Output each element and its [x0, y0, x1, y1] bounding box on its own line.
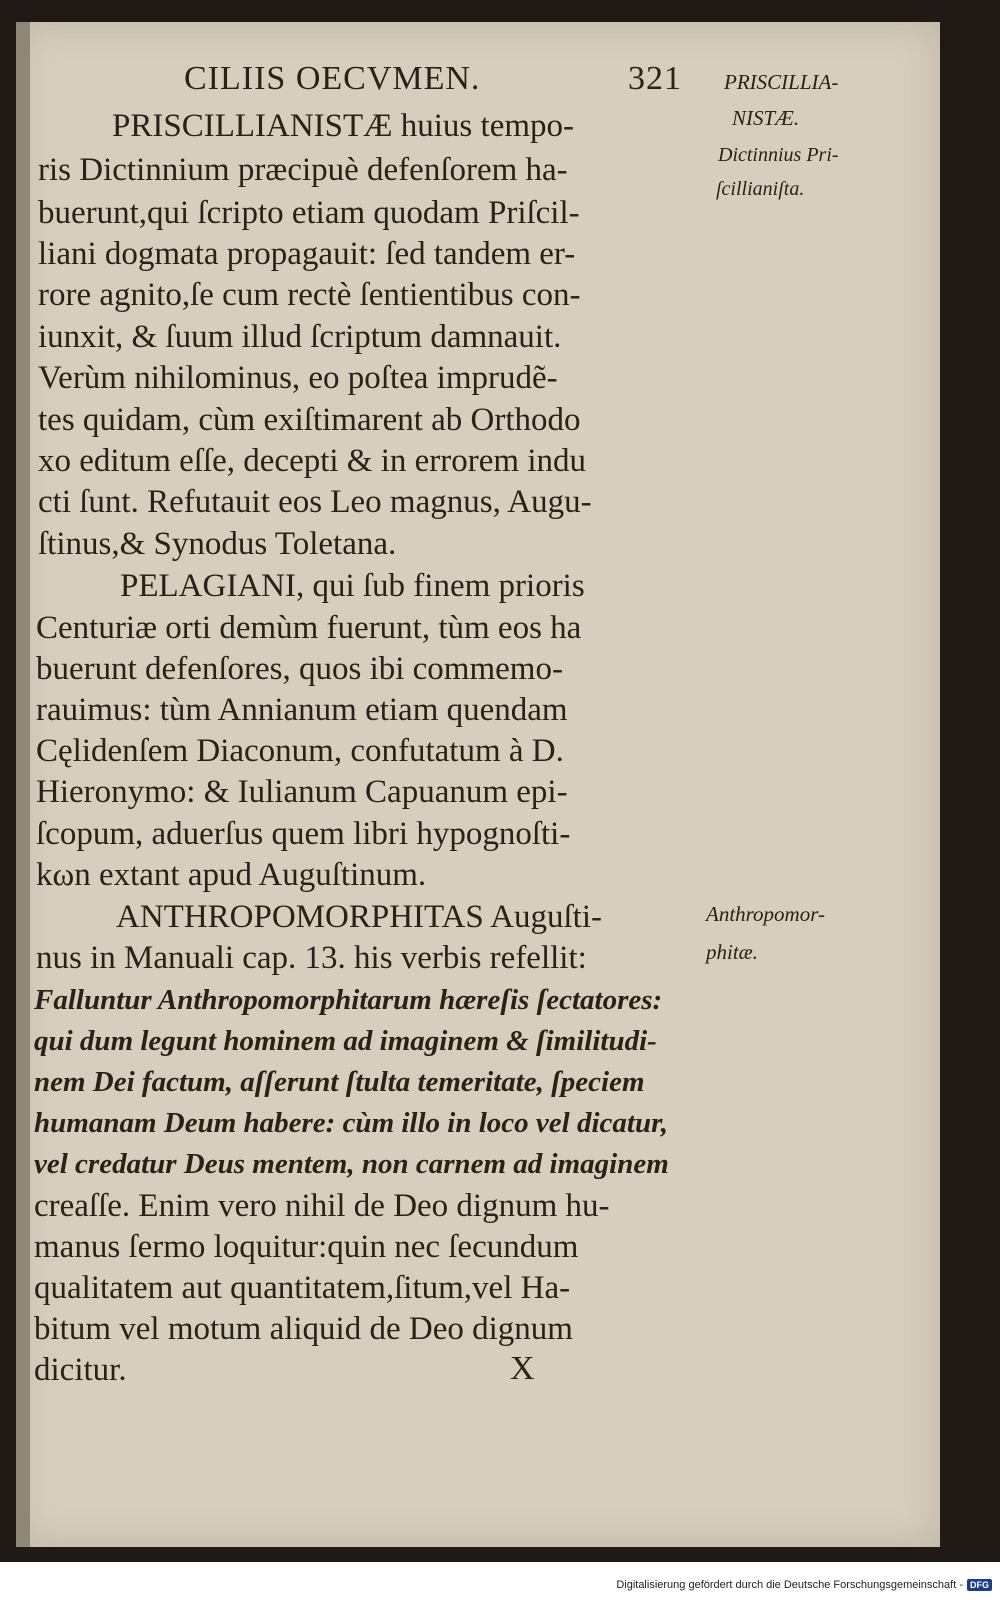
marginal-note: NISTÆ.	[732, 106, 800, 130]
body-line: buerunt defenſores, quos ibi commemo-	[36, 651, 563, 687]
body-line: liani dogmata propagauit: ſed tandem er-	[38, 236, 576, 272]
marginal-note: PRISCILLIA-	[724, 70, 839, 94]
digitization-credit	[616, 1579, 992, 1591]
body-line: manus ſermo loquitur:quin nec ſecundum	[34, 1229, 579, 1265]
marginal-note: Anthropomor-	[706, 902, 825, 926]
body-line: rauimus: tùm Annianum etiam quendam	[36, 692, 568, 728]
italic-quote-line: vel credatur Deus mentem, non carnem ad imaginem	[34, 1148, 669, 1180]
body-line: ris Dictinnium præcipuè defenſorem ha-	[38, 152, 568, 188]
body-line: kωn extant apud Auguſtinum.	[36, 857, 427, 893]
marginal-note: phitæ.	[706, 940, 758, 964]
body-line: Verùm nihilominus, eo poſtea imprudẽ-	[38, 360, 558, 396]
body-line: PELAGIANI, qui ſub finem prioris	[120, 568, 585, 604]
body-line: iunxit, & ſuum illud ſcriptum damnauit.	[38, 319, 562, 355]
italic-quote-line: nem Dei factum, aſſerunt ſtulta temeritate, ſpeciem	[34, 1066, 645, 1098]
body-line: bitum vel motum aliquid de Deo dignum	[34, 1311, 573, 1347]
body-line: Centuriæ orti demùm fuerunt, tùm eos ha	[36, 610, 582, 646]
credit-text: Digitalisierung gefördert durch die Deutsche Forschungsgemeinschaft -	[616, 1579, 963, 1591]
marginal-note: Dictinnius Pri-	[718, 144, 839, 166]
body-line: Cęlidenſem Diaconum, confutatum à D.	[36, 733, 564, 769]
italic-quote-line: Falluntur Anthropomorphitarum hæreſis ſectatores:	[34, 984, 663, 1016]
body-line: qualitatem aut quantitatem,ſitum,vel Ha-	[34, 1270, 571, 1306]
body-line: tes quidam, cùm exiſtimarent ab Orthodo	[38, 402, 581, 438]
signature-mark: X	[510, 1350, 535, 1387]
body-line: ſtinus,& Synodus Toletana.	[38, 526, 397, 562]
italic-quote-line: humanam Deum habere: cùm illo in loco vel dicatur,	[34, 1107, 669, 1139]
running-title: CILIIS OECVMEN.	[184, 60, 481, 97]
italic-quote-line: qui dum legunt hominem ad imaginem & ſimilitudi-	[34, 1025, 657, 1057]
page-number: 321	[628, 60, 682, 97]
body-line: dicitur.	[34, 1352, 127, 1388]
page-gutter	[16, 22, 30, 1547]
body-line: nus in Manuali cap. 13. his verbis refellit:	[36, 940, 587, 976]
body-line: cti ſunt. Refutauit eos Leo magnus, Augu-	[38, 484, 592, 520]
marginal-note: ſcillianiſta.	[716, 178, 805, 200]
body-line: ſcopum, aduerſus quem libri hypognoſti-	[36, 816, 571, 852]
body-line: xo editum eſſe, decepti & in errorem indu	[38, 443, 586, 479]
body-line: creaſſe. Enim vero nihil de Deo dignum hu-	[34, 1188, 610, 1224]
dfg-logo: DFG	[967, 1579, 992, 1591]
body-line: buerunt,qui ſcripto etiam quodam Priſcil-	[38, 195, 580, 231]
body-line: rore agnito,ſe cum rectè ſentientibus con-	[38, 277, 581, 313]
book-page	[16, 22, 940, 1547]
body-line: PRISCILLIANISTÆ huius tempo-	[112, 108, 574, 144]
body-line: ANTHROPOMORPHITAS Auguſti-	[116, 899, 602, 935]
body-line: Hieronymo: & Iulianum Capuanum epi-	[36, 774, 568, 810]
